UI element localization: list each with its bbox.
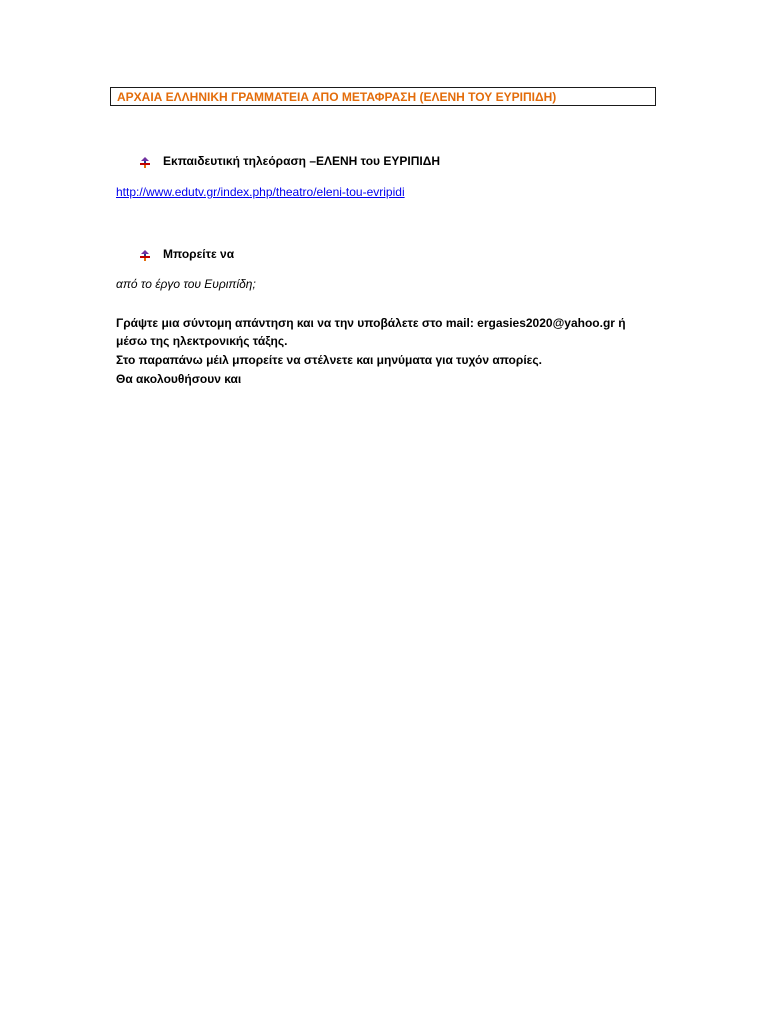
bullet-arrow-icon (139, 155, 151, 167)
bullet-label: Εκπαιδευτική τηλεόραση –ΕΛΕΝΗ του ΕΥΡΙΠΙΔΗ (163, 154, 440, 168)
instructions-line-3: Στο παραπάνω μέιλ μπορείτε να στέλνετε και μηνύματα για τυχόν απορίες. (116, 353, 542, 367)
bullet-item-edutv (139, 153, 440, 169)
bullet-item-question (139, 246, 234, 262)
bullet-arrow-icon (139, 248, 151, 260)
edutv-link[interactable]: http://www.edutv.gr/index.php/theatro/eleni-tou-evripidi (116, 185, 405, 199)
instructions-line-1: Γράψτε μια σύντομη απάντηση και να την υποβάλετε στο mail: ergasies2020@yahoo.gr ή (116, 316, 626, 330)
question-line: από το έργο του Ευριπίδη; (116, 277, 256, 291)
instructions-line-4: Θα ακολουθήσουν και (116, 372, 242, 386)
document-title: ΑΡΧΑΙΑ ΕΛΛΗΝΙΚΗ ΓΡΑΜΜΑΤΕΙΑ ΑΠΟ ΜΕΤΑΦΡΑΣΗ (ΕΛΕΝΗ ΤΟΥ ΕΥΡΙΠΙΔΗ) (110, 87, 656, 106)
instructions-line-2: μέσω της ηλεκτρονικής τάξης. (116, 334, 288, 348)
bullet-label: Μπορείτε να (163, 247, 235, 261)
